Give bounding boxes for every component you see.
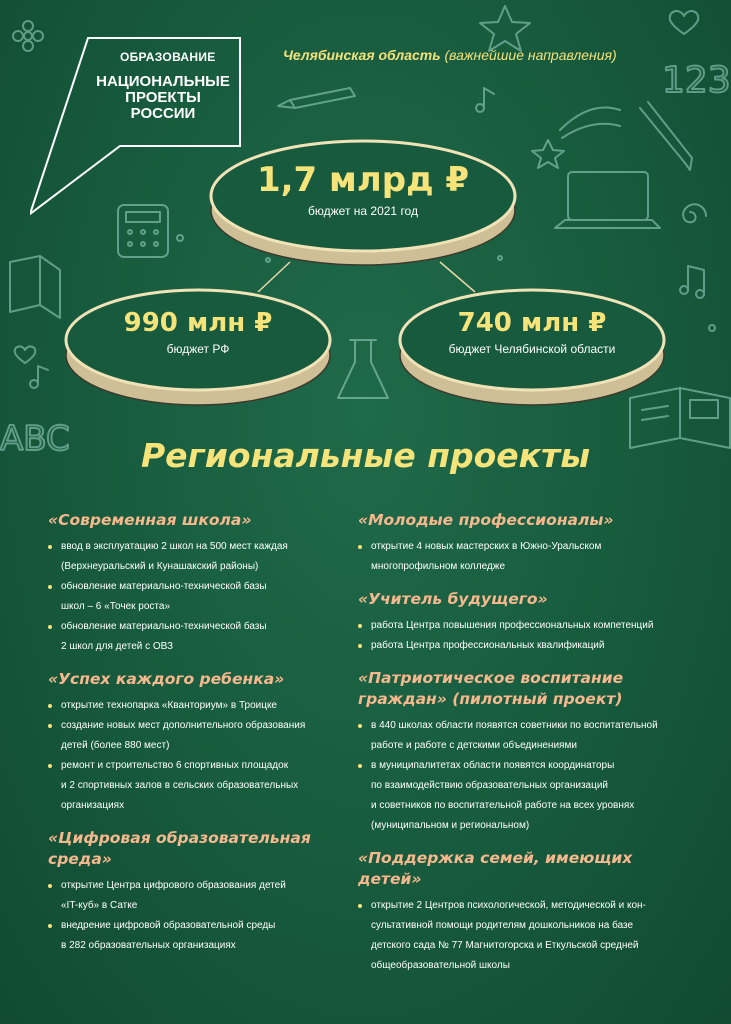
region-name: Челябинская область <box>283 47 441 63</box>
project-item: детского сада № 77 Магнитогорска и Еткульской средней <box>371 940 639 951</box>
flask-icon <box>338 340 388 398</box>
project-item: в муниципалитетах области появятся координаторы <box>358 756 698 776</box>
project-item: открытие Центра цифрового образования детей <box>48 876 348 896</box>
project-item: работа Центра профессиональных квалификаций <box>358 636 698 656</box>
project-patriotic-education <box>358 668 698 836</box>
music-note-icon-3 <box>30 366 48 388</box>
project-item: детей (более 880 мест) <box>61 740 170 751</box>
project-item: открытие 4 новых мастерских в Южно-Уральском <box>358 537 698 557</box>
project-item: и советников по воспитательной работе на всех уровнях <box>371 800 635 811</box>
project-item: сультативной помощи родителям дошкольников на базе <box>371 920 634 931</box>
svg-text:123: 123 <box>662 60 731 101</box>
project-item: ввод в эксплуатацию 2 школ на 500 мест каждая <box>48 537 348 557</box>
project-item: (Верхнеуральский и Кунашакский районы) <box>61 561 259 572</box>
project-item: обновление материально-технической базы <box>48 577 348 597</box>
project-item: создание новых мест дополнительного образования <box>48 716 348 736</box>
project-item: по взаимодействию образовательных организаций <box>371 780 609 791</box>
project-title: «Современная школа» <box>48 511 252 529</box>
project-item: открытие технопарка «Кванториум» в Троицке <box>48 696 348 716</box>
project-item: и 2 спортивных залов в сельских образовательных <box>61 780 299 791</box>
budget-total <box>213 160 513 218</box>
svg-text:ABC: ABC <box>0 419 70 459</box>
project-item: обновление материально-технической базы <box>48 617 348 637</box>
project-title: «Учитель будущего» <box>358 590 548 608</box>
spiral-icon <box>683 204 706 222</box>
project-item: в 440 школах области появятся советники по воспитательной <box>358 716 698 736</box>
music-note-icon-2 <box>680 266 704 298</box>
project-item: многопрофильном колледже <box>371 561 506 572</box>
music-note-icon <box>476 88 494 112</box>
budget-federal-amount: 990 млн ₽ <box>123 308 273 338</box>
project-item: открытие 2 Центров психологической, методической и кон- <box>358 896 698 916</box>
budget-federal-label: бюджет РФ <box>166 342 230 356</box>
projects-left-column <box>48 510 348 968</box>
project-item: (муниципальном и региональном) <box>371 820 530 831</box>
project-item: ремонт и строительство 6 спортивных площадок <box>48 756 348 776</box>
project-item: общеобразовательной школы <box>371 960 510 971</box>
budget-total-amount: 1,7 млрд ₽ <box>256 160 470 200</box>
budget-regional-amount: 740 млн ₽ <box>457 308 607 338</box>
laptop-icon <box>555 172 660 228</box>
pencil-icon <box>278 88 355 108</box>
project-item: «IT-куб» в Сатке <box>61 900 138 911</box>
book-icon <box>10 256 60 318</box>
section-title: Региональные проекты <box>140 436 591 475</box>
numbers-123-text <box>662 60 731 101</box>
project-item: школ – 6 «Точек роста» <box>61 601 171 612</box>
project-item: работа Центра повышения профессиональных компетенций <box>358 616 698 636</box>
project-title: «Патриотическое воспитание граждан» (пилотный проект) <box>358 669 624 708</box>
project-title: «Молодые профессионалы» <box>358 511 614 529</box>
project-young-professionals <box>358 510 698 577</box>
budget-total-label: бюджет на 2021 год <box>308 204 418 218</box>
projects-right-column <box>358 510 698 988</box>
project-title: «Поддержка семей, имеющих детей» <box>358 849 633 888</box>
heart-icon <box>670 11 698 34</box>
region-subtitle: (важнейшие направления) <box>444 47 617 63</box>
logo-line-national-projects: НАЦИОНАЛЬНЫЕ ПРОЕКТЫ РОССИИ <box>96 73 230 122</box>
budget-federal <box>68 308 328 356</box>
project-item: 2 школ для детей с ОВЗ <box>61 641 174 652</box>
project-item: в 282 образовательных организациях <box>61 940 236 951</box>
header-title <box>283 47 617 63</box>
project-title: «Цифровая образовательная среда» <box>48 829 311 868</box>
project-child-success <box>48 669 348 816</box>
project-modern-school <box>48 510 348 657</box>
budget-regional-label: бюджет Челябинской области <box>448 342 616 356</box>
project-digital-environment <box>48 828 348 956</box>
project-title: «Успех каждого ребенка» <box>48 670 285 688</box>
shooting-star-icon <box>532 108 620 169</box>
project-future-teacher <box>358 589 698 656</box>
project-family-support <box>358 848 698 976</box>
project-item: работе и работе с детскими объединениями <box>371 740 577 751</box>
project-item: внедрение цифровой образовательной среды <box>48 916 348 936</box>
budget-regional <box>402 308 662 356</box>
heart-small-icon <box>15 346 36 363</box>
logo-line-education: ОБРАЗОВАНИЕ <box>120 50 216 64</box>
pen-icon <box>640 102 692 170</box>
star-icon <box>480 6 530 51</box>
project-item: организациях <box>61 800 125 811</box>
budget-connectors <box>258 262 475 292</box>
